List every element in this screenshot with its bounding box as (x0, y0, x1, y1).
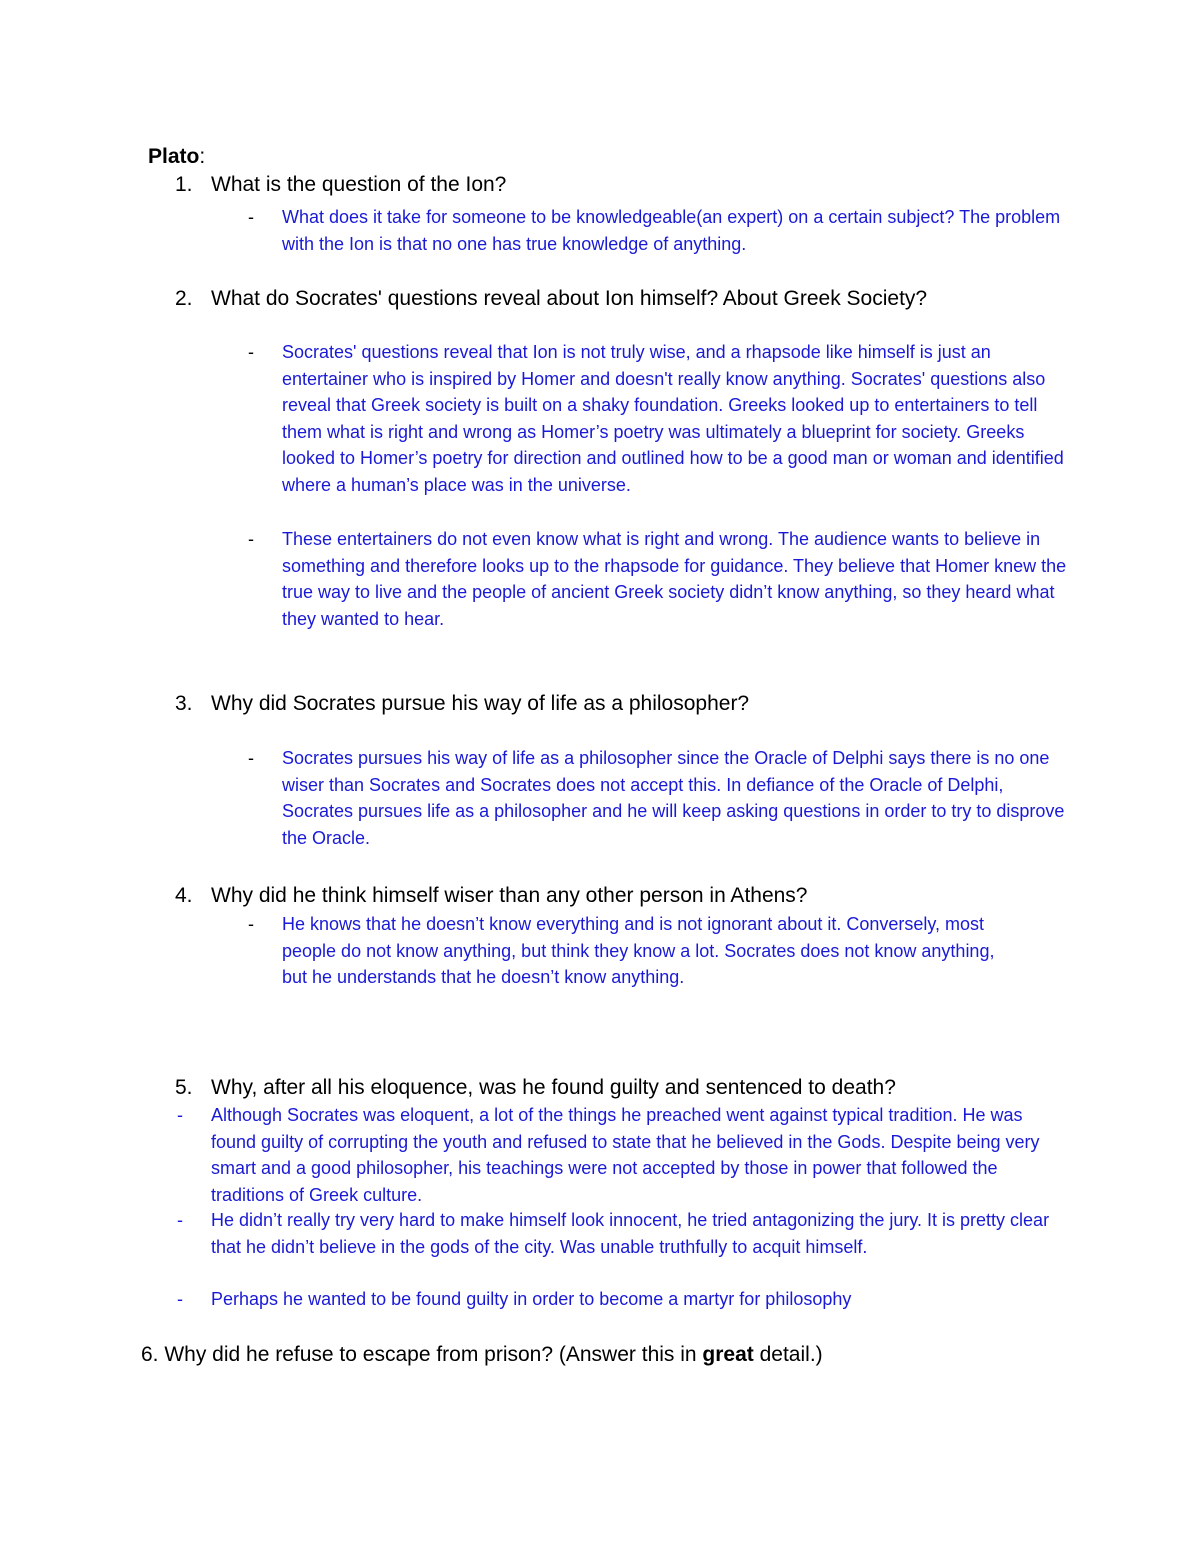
answer-text: He didn’t really try very hard to make himself look innocent, he tried antagonizing the jury. It is pretty clear that he didn’t believe in the gods of the city. Was unable truthfully to acquit himself. (211, 1210, 1050, 1257)
answer-text: These entertainers do not even know what is right and wrong. The audience wants to believe in something and therefore looks up to the rhapsode for guidance. They believe that Homer knew the true way to live and the people of ancient Greek society didn’t know anything, so they heard what they wanted to hear. (282, 529, 1067, 629)
answer-5-1 (177, 1102, 1071, 1208)
question-text: Why, after all his eloquence, was he found guilty and sentenced to death? (211, 1076, 896, 1099)
bullet-dash: - (177, 1105, 183, 1125)
question-number: 5. (175, 1076, 193, 1099)
question-number: 3. (175, 692, 193, 715)
question-6-prefix: 6. Why did he refuse to escape from prison? (Answer this in (141, 1343, 703, 1366)
answer-3-1 (248, 745, 1072, 851)
answer-text: What does it take for someone to be knowledgeable(an expert) on a certain subject? The problem with the Ion is that no one has true knowledge of anything. (282, 207, 1061, 254)
answer-1-1 (248, 204, 1072, 257)
question-4 (175, 882, 808, 910)
answer-text: He knows that he doesn’t know everything and is not ignorant about it. Conversely, most people do not know anything, but think they know a lot. Socrates does not know anything, but he understands that he doesn’t know anything. (282, 914, 995, 987)
question-number: 4. (175, 884, 193, 907)
question-6 (141, 1341, 823, 1369)
question-text: What do Socrates' questions reveal about Ion himself? About Greek Society? (211, 287, 928, 310)
answer-4-1 (248, 911, 1022, 991)
question-1 (175, 171, 506, 199)
bullet-dash: - (248, 342, 254, 362)
question-text: Why did he think himself wiser than any other person in Athens? (211, 884, 808, 907)
answer-5-2 (177, 1207, 1071, 1260)
answer-text: Socrates pursues his way of life as a philosopher since the Oracle of Delphi says there is no one wiser than Socrates and Socrates does not accept this. In defiance of the Oracle of Delphi, Socrates pursues life as a philosopher and he will keep asking questions in order to try to disprove the Oracle. (282, 748, 1065, 848)
question-3 (175, 690, 749, 718)
bullet-dash: - (177, 1289, 183, 1309)
bullet-dash: - (248, 914, 254, 934)
answer-5-3 (177, 1286, 1071, 1313)
question-6-emphasis: great (702, 1343, 754, 1366)
title-suffix: : (199, 145, 206, 168)
bullet-dash: - (177, 1210, 183, 1230)
answer-text: Although Socrates was eloquent, a lot of the things he preached went against typical tradition. He was found guilty of corrupting the youth and refused to state that he believed in the Gods. Despite being very smart and a good philosopher, his teachings were not accepted by those in power that followed the traditions of Greek culture. (211, 1105, 1040, 1205)
question-text: Why did Socrates pursue his way of life as a philosopher? (211, 692, 750, 715)
bullet-dash: - (248, 748, 254, 768)
bullet-dash: - (248, 529, 254, 549)
question-number: 1. (175, 173, 193, 196)
answer-text: Perhaps he wanted to be found guilty in order to become a martyr for philosophy (211, 1289, 852, 1309)
answer-2-1 (248, 339, 1072, 498)
answer-text: Socrates' questions reveal that Ion is not truly wise, and a rhapsode like himself is just an entertainer who is inspired by Homer and doesn't really know anything. Socrates' questions also reveal that Greek society is built on a shaky foundation. Greeks looked up to entertainers to tell them what is right and wrong as Homer’s poetry was ultimately a blueprint for society. Greeks looked to Homer’s poetry for direction and outlined how to be a good man or woman and identified where a human’s place was in the universe. (282, 342, 1064, 495)
question-5 (175, 1074, 896, 1102)
question-2 (175, 285, 927, 313)
bullet-dash: - (248, 207, 254, 227)
question-6-suffix: detail.) (753, 1343, 823, 1366)
document-title (148, 143, 205, 171)
answer-2-2 (248, 526, 1072, 632)
question-number: 2. (175, 287, 193, 310)
question-text: What is the question of the Ion? (211, 173, 507, 196)
title-label: Plato (148, 145, 200, 168)
